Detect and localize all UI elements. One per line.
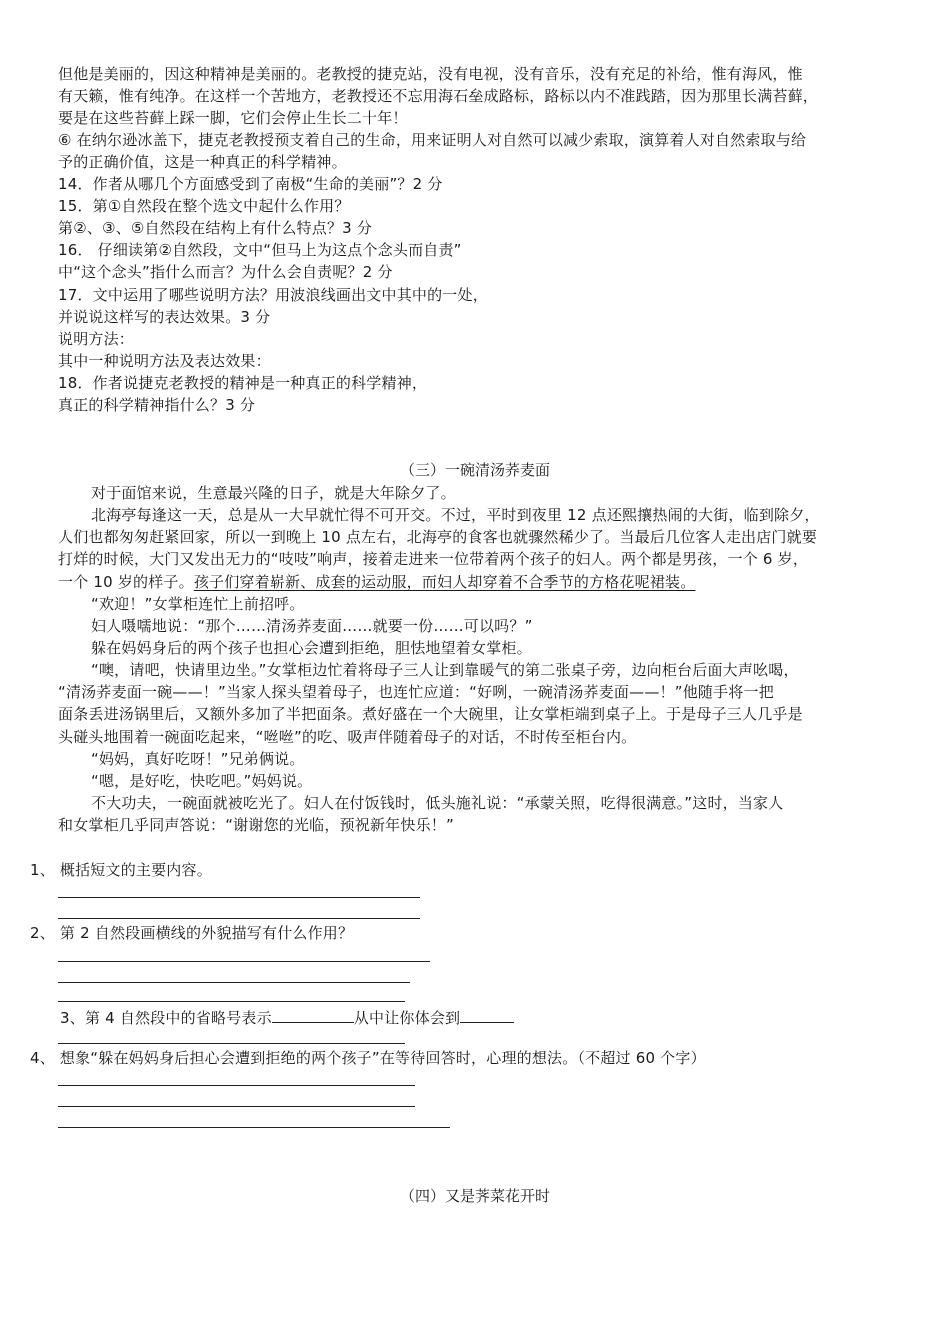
answer-line-4a[interactable] bbox=[58, 1085, 415, 1086]
question-18a: 18．作者说捷克老教授的精神是一种真正的科学精神， bbox=[58, 374, 428, 392]
underlined-appearance-description: 孩子们穿着崭新、成套的运动服，而妇人却穿着不合季节的方格花呢裙装。 bbox=[193, 573, 696, 591]
question-16b: 中“这个念头”指什么而言？为什么会自责呢？2 分 bbox=[58, 263, 393, 281]
exercise-question-3 bbox=[60, 1006, 920, 1029]
passage3-paragraph-6-line-1: “噢，请吧，快请里边坐。”女掌柜边忙着将母子三人让到靠暖气的第二张桌子旁，边向柜台后面大声吆喝， bbox=[91, 661, 799, 679]
exercise-question-3-part-b: 从中让你体会到 bbox=[353, 1009, 461, 1027]
passage2-line-5: 予的正确价值，这是一种真正的科学精神。 bbox=[58, 153, 347, 171]
answer-line-1a[interactable] bbox=[58, 897, 420, 898]
passage3-paragraph-2-line-3: 打烊的时候，大门又发出无力的“吱吱”响声，接着走进来一位带着两个孩子的妇人。两个都是男孩，一个 6 岁， bbox=[58, 550, 809, 568]
exercise-question-1: 1、 概括短文的主要内容。 bbox=[30, 861, 212, 879]
passage3-paragraph-4: 妇人嗫嚅地说：“那个……清汤荞麦面……就要一份……可以吗？” bbox=[91, 617, 533, 635]
question-16a: 16． 仔细读第②自然段，文中“但马上为这点个念头而自责” bbox=[58, 241, 462, 259]
passage2-line-3: 要是在这些苔藓上踩一脚，它们会停止生长二十年！ bbox=[58, 109, 408, 127]
passage3-paragraph-1: 对于面馆来说，生意最兴隆的日子，就是大年除夕了。 bbox=[91, 484, 456, 502]
question-14: 14．作者从哪几个方面感受到了南极“生命的美丽”？2 分 bbox=[58, 175, 443, 193]
exercise-question-2: 2、 第 2 自然段画横线的外貌描写有什么作用？ bbox=[30, 924, 354, 942]
passage3-paragraph-2-line-4-text: 一个 10 岁的样子。 bbox=[58, 573, 194, 591]
question-15b: 第②、③、⑤自然段在结构上有什么特点？3 分 bbox=[58, 219, 373, 237]
passage3-paragraph-2-line-4 bbox=[58, 571, 918, 593]
passage3-paragraph-2-line-1: 北海亭每逢这一天，总是从一大早就忙得不可开交。不过，平时到夜里 12 点还熙攘热闹的大街，临到除夕， bbox=[91, 506, 820, 524]
question-17b: 并说说这样写的表达效果。3 分 bbox=[58, 308, 271, 326]
question-17a: 17．文中运用了哪些说明方法？用波浪线画出文中其中的一处， bbox=[58, 286, 488, 304]
passage4-title: （四）又是荠菜花开时 bbox=[399, 1187, 550, 1205]
passage2-line-4: ⑥ 在纳尔逊冰盖下，捷克老教授预支着自己的生命，用来证明人对自然可以减少索取，演算着人对自然索取与给 bbox=[58, 131, 807, 149]
answer-line-1b[interactable] bbox=[58, 918, 420, 919]
question-18b: 真正的科学精神指什么？3 分 bbox=[58, 396, 256, 414]
passage2-line-1: 但他是美丽的，因这种精神是美丽的。老教授的捷克站，没有电视，没有音乐，没有充足的补给，惟有海风，惟 bbox=[58, 65, 803, 83]
passage2-line-2: 有天籁，惟有纯净。在这样一个苦地方，老教授还不忘用海石垒成路标，路标以内不准践踏，因为那里长满苔藓， bbox=[58, 87, 819, 105]
answer-line-2c[interactable] bbox=[58, 1001, 405, 1002]
answer-line-4b[interactable] bbox=[58, 1106, 415, 1107]
passage3-paragraph-9-line-2: 和女掌柜几乎同声答说：“谢谢您的光临，预祝新年快乐！” bbox=[58, 816, 454, 834]
passage3-title: （三）一碗清汤荞麦面 bbox=[399, 461, 550, 479]
passage3-paragraph-6-line-3: 面条丢进汤锅里后，又额外多加了半把面条。煮好盛在一个大碗里，让女掌柜端到桌子上。于是母子三人几乎是 bbox=[58, 705, 803, 723]
question-17-effect-label: 其中一种说明方法及表达效果： bbox=[58, 352, 271, 370]
answer-line-3[interactable] bbox=[58, 1043, 405, 1044]
exercise-question-3-part-a: 3、第 4 自然段中的省略号表示 bbox=[60, 1009, 272, 1027]
passage3-paragraph-8: “嗯，是好吃，快吃吧。”妈妈说。 bbox=[91, 772, 313, 790]
fill-blank-3b[interactable] bbox=[460, 1006, 514, 1023]
question-15a: 15．第①自然段在整个选文中起什么作用？ bbox=[58, 197, 350, 215]
passage3-paragraph-5: 躲在妈妈身后的两个孩子也担心会遭到拒绝，胆怯地望着女掌柜。 bbox=[91, 639, 532, 657]
passage3-paragraph-6-line-2: “清汤荞麦面一碗——！”当家人探头望着母子，也连忙应道：“好咧，一碗清汤荞麦面——！”他随手将一把 bbox=[58, 683, 774, 701]
passage3-paragraph-2-line-2: 人们也都匆匆赶紧回家，所以一到晚上 10 点左右，北海亭的食客也就骤然稀少了。当最后几位客人走出店门就要 bbox=[58, 528, 818, 546]
passage3-paragraph-3: “欢迎！”女掌柜连忙上前招呼。 bbox=[91, 595, 305, 613]
passage3-paragraph-9-line-1: 不大功夫，一碗面就被吃光了。妇人在付饭钱时，低头施礼说：“承蒙关照，吃得很满意。”这时，当家人 bbox=[91, 794, 784, 812]
answer-line-2b[interactable] bbox=[58, 982, 410, 983]
answer-line-4c[interactable] bbox=[58, 1127, 450, 1128]
passage3-paragraph-6-line-4: 头碰头地围着一碗面吃起来，“咝咝”的吃、吸声伴随着母子的对话，不时传至柜台内。 bbox=[58, 728, 637, 746]
fill-blank-3a[interactable] bbox=[272, 1006, 354, 1023]
exercise-question-4: 4、 想象“躲在妈妈身后担心会遭到拒绝的两个孩子”在等待回答时，心理的想法。（不超过 60 个字） bbox=[30, 1049, 706, 1067]
passage3-paragraph-7: “妈妈，真好吃呀！”兄弟俩说。 bbox=[91, 750, 305, 768]
question-17-method-label: 说明方法： bbox=[58, 330, 135, 348]
answer-line-2a[interactable] bbox=[58, 961, 430, 962]
